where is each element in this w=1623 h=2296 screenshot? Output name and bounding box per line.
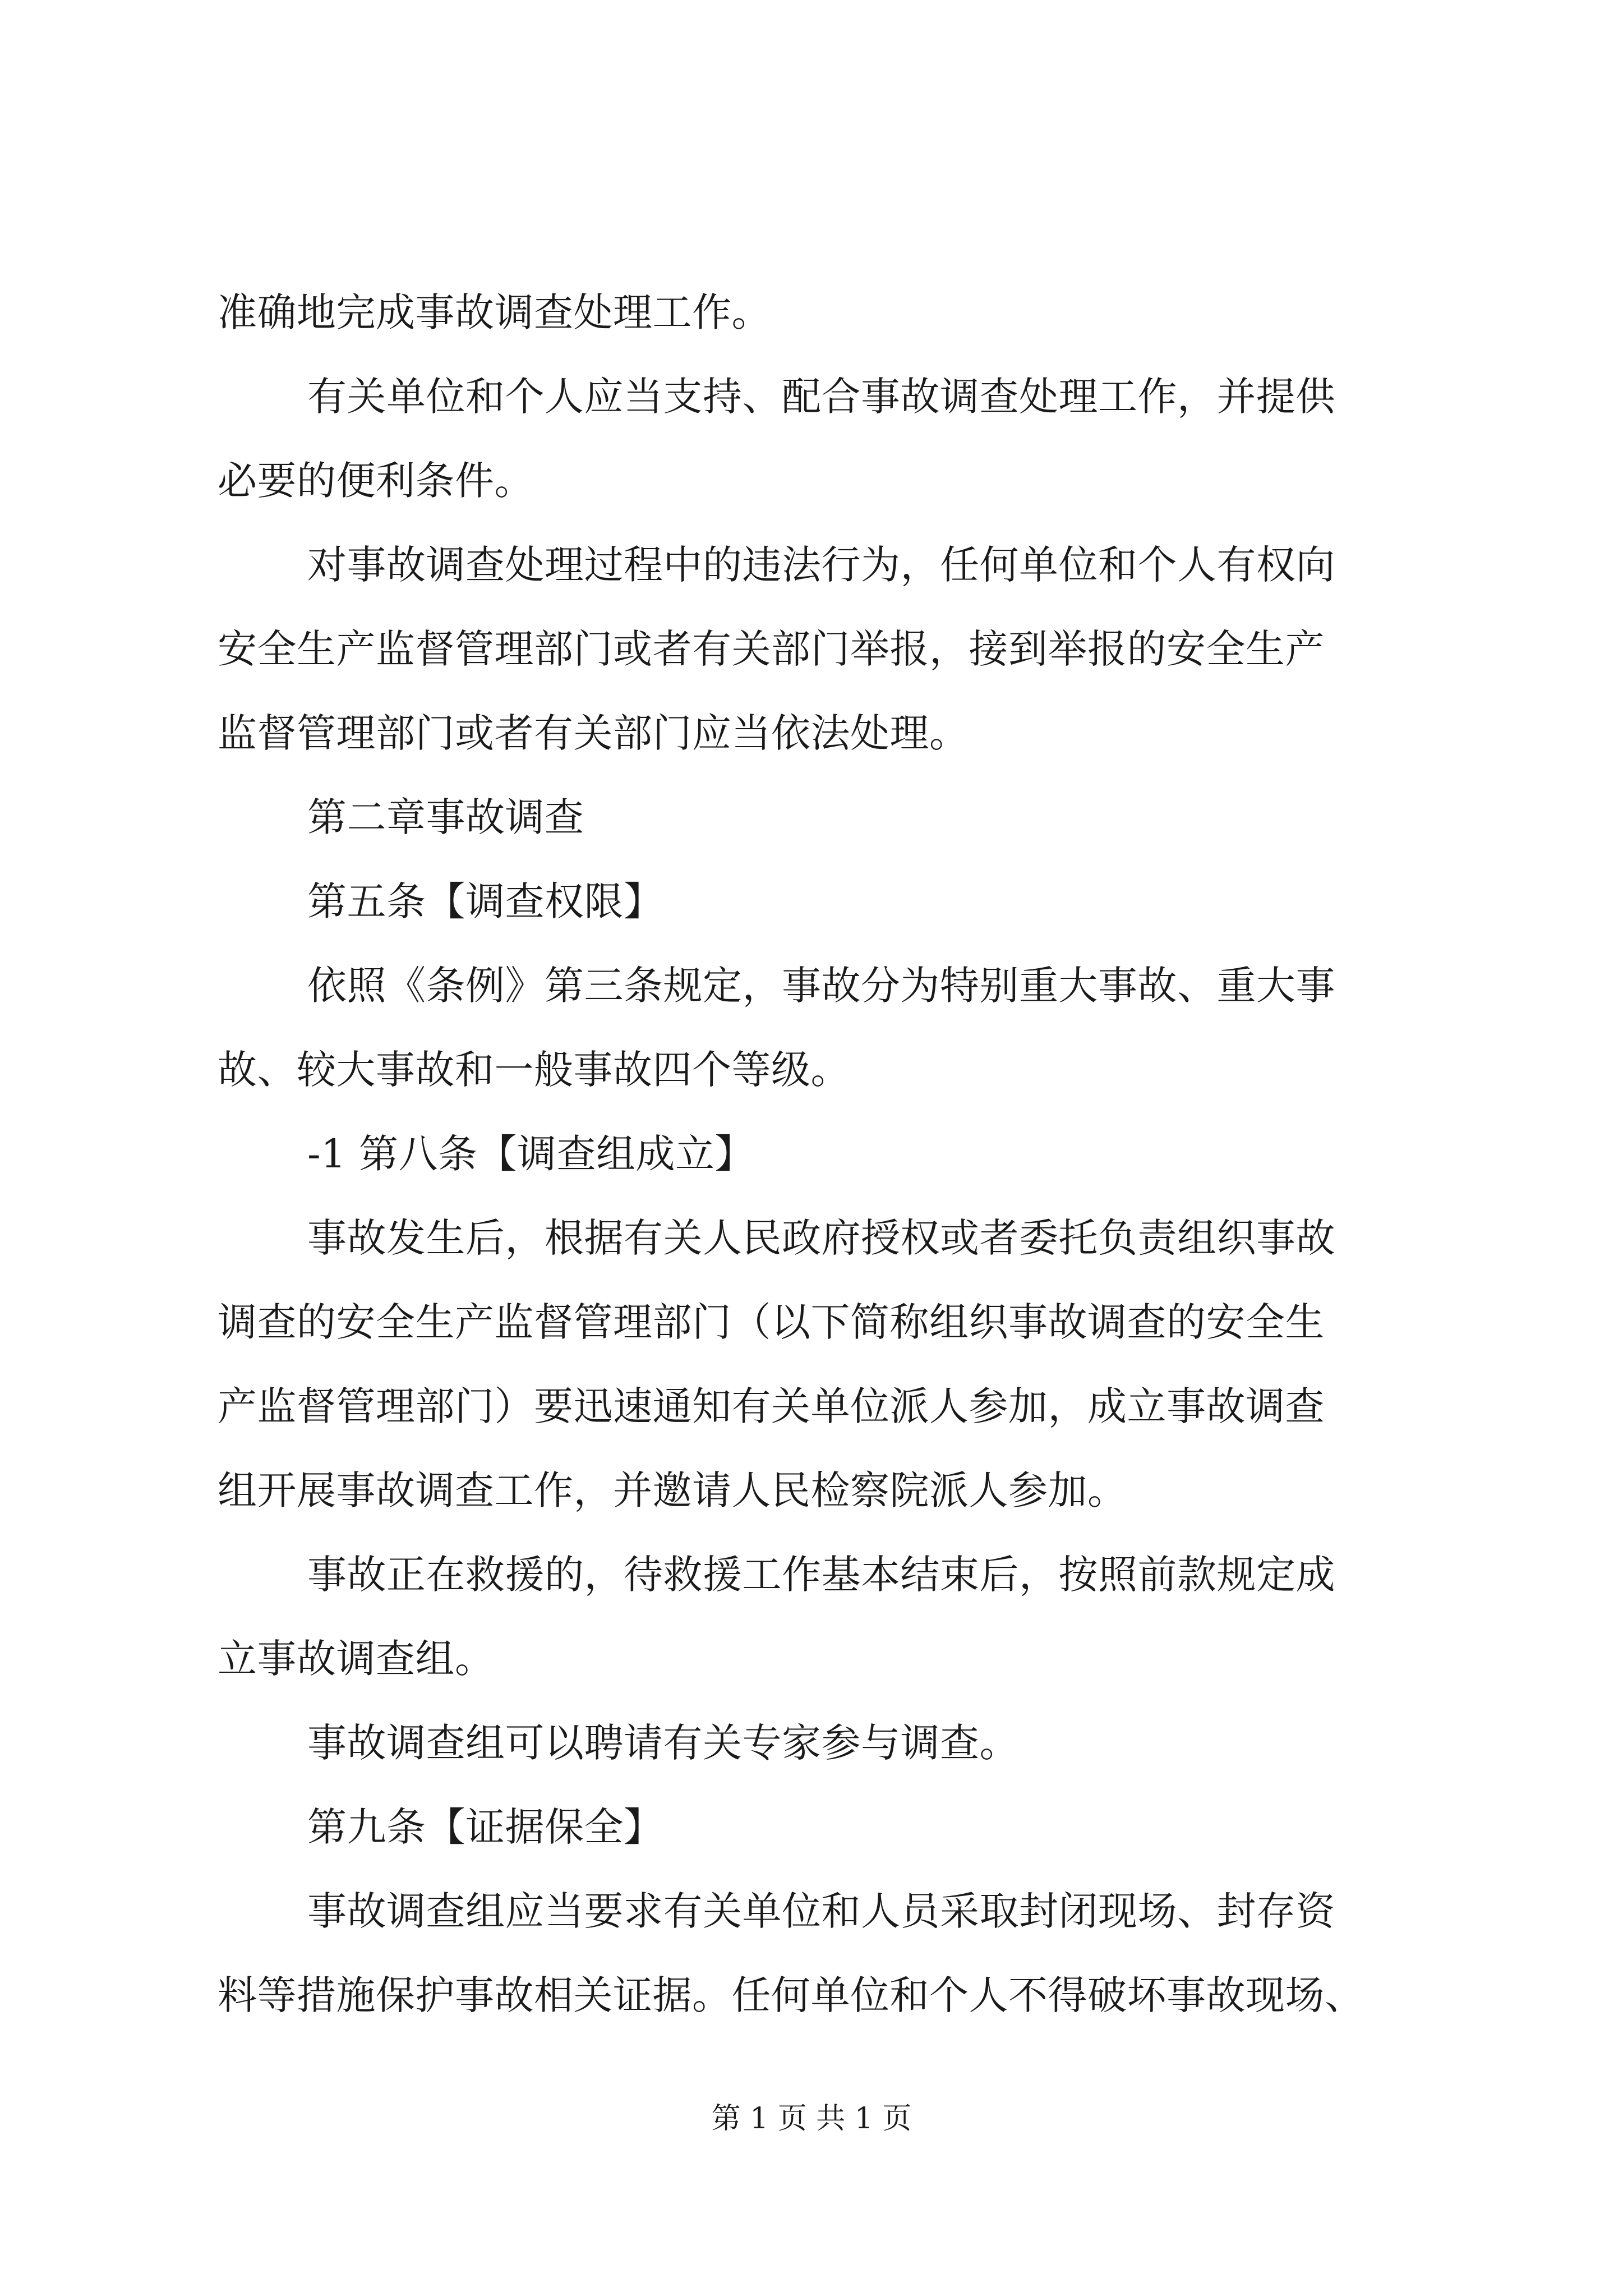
paragraph-line: 事故调查组可以聘请有关专家参与调查。: [307, 1720, 1019, 1766]
paragraph-line: 监督管理部门或者有关部门应当依法处理。: [218, 710, 969, 756]
page-number-footer: 第 1 页 共 1 页: [711, 2102, 912, 2136]
paragraph-line: 安全生产监督管理部门或者有关部门举报，接到举报的安全生产: [218, 626, 1325, 672]
paragraph-line: 有关单位和个人应当支持、配合事故调查处理工作，并提供: [307, 374, 1335, 420]
paragraph-line: 准确地完成事故调查处理工作。: [218, 289, 771, 335]
document-body: [218, 270, 1429, 2037]
paragraph-line: 组开展事故调查工作，并邀请人民检察院派人参加。: [218, 1467, 1127, 1513]
paragraph-line: 料等措施保护事故相关证据。任何单位和个人不得破坏事故现场、: [218, 1972, 1364, 2018]
paragraph-line: 依照《条例》第三条规定，事故分为特别重大事故、重大事: [307, 963, 1335, 1009]
paragraph-line: 立事故调查组。: [218, 1636, 495, 1682]
paragraph-line: 调查的安全生产监督管理部门（以下简称组织事故调查的安全生: [218, 1299, 1325, 1345]
paragraph-line: 产监督管理部门）要迅速通知有关单位派人参加，成立事故调查: [218, 1383, 1325, 1429]
paragraph-line: 事故发生后，根据有关人民政府授权或者委托负责组织事故: [307, 1215, 1335, 1261]
paragraph-line: 故、较大事故和一般事故四个等级。: [218, 1047, 850, 1093]
paragraph-line: 事故调查组应当要求有关单位和人员采取封闭现场、封存资: [307, 1888, 1335, 1934]
article-heading: -1 第八条【调查组成立】: [307, 1131, 754, 1177]
article-heading: 第五条【调查权限】: [307, 878, 663, 924]
paragraph-line: 必要的便利条件。: [218, 458, 534, 504]
paragraph-line: 事故正在救援的，待救援工作基本结束后，按照前款规定成: [307, 1552, 1335, 1598]
paragraph-line: 对事故调查处理过程中的违法行为，任何单位和个人有权向: [307, 542, 1335, 588]
article-heading: 第九条【证据保全】: [307, 1804, 663, 1850]
chapter-heading: 第二章事故调查: [307, 794, 584, 840]
